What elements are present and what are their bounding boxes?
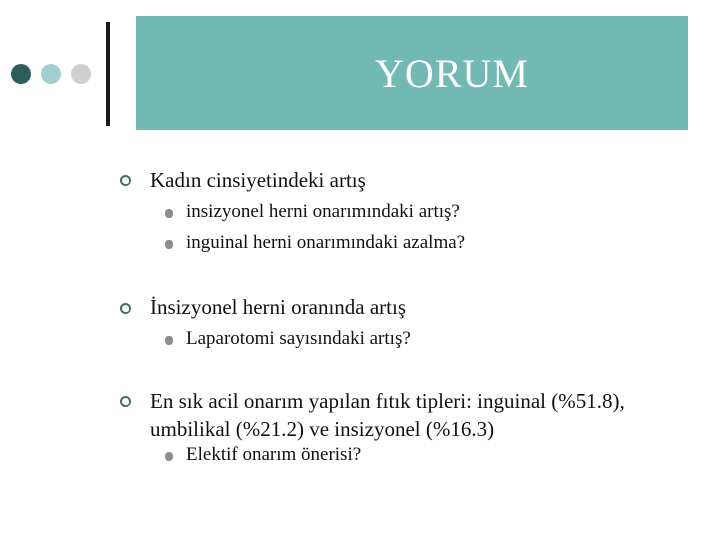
bullet-item: Kadın cinsiyetindeki artış xyxy=(150,168,366,192)
sub-bullet-item: inguinal herni onarımındaki azalma? xyxy=(186,232,466,253)
bullet-marker-icon xyxy=(120,396,131,407)
bullet-marker-icon xyxy=(120,303,131,314)
bullet-item: İnsizyonel herni oranında artış xyxy=(150,295,406,319)
sub-bullet-item: Laparotomi sayısındaki artış? xyxy=(186,328,411,349)
sub-bullet-marker-icon xyxy=(165,240,173,249)
sub-bullet-marker-icon xyxy=(165,452,173,461)
bullet-marker-icon xyxy=(120,175,131,186)
sub-bullet-item: insizyonel herni onarımındaki artış? xyxy=(186,201,460,222)
sub-bullet-item: Elektif onarım önerisi? xyxy=(186,444,362,465)
bullet-item: En sık acil onarım yapılan fıtık tipleri: inguinal (%51.8), umbilikal (%21.2) ve insizyonel (%16.3) xyxy=(150,389,625,441)
sub-bullet-marker-icon xyxy=(165,209,173,218)
sub-bullet-marker-icon xyxy=(165,336,173,345)
slide-title: YORUM xyxy=(375,50,529,96)
